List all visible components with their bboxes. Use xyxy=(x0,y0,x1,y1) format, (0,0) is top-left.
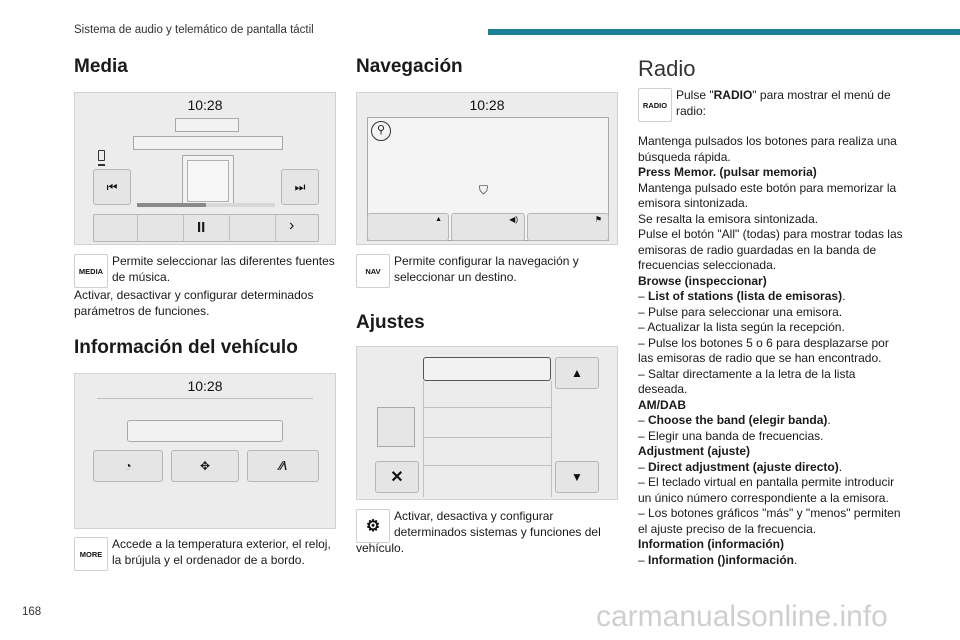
radio-line: – Los botones gráficos "más" y "menos" permiten el ajuste preciso de la frecuencia. xyxy=(638,506,901,536)
search-icon[interactable]: ⚲ xyxy=(371,121,391,141)
scroll-down-button[interactable] xyxy=(555,461,599,493)
nav-arrow-icon: ▲ xyxy=(435,216,442,223)
header-title: Sistema de audio y telemático de pantalla táctil xyxy=(74,24,314,36)
close-button[interactable] xyxy=(375,461,419,493)
radio-intro-post: " para mostrar el menú de radio: xyxy=(676,88,891,118)
settings-side-box xyxy=(377,407,415,447)
media-bottom-bar xyxy=(93,214,319,242)
media-device-icon xyxy=(98,150,105,161)
settings-selected-item[interactable] xyxy=(423,357,551,381)
arrow-up-icon: ▲ xyxy=(571,366,583,380)
media-clock: 10:28 xyxy=(187,97,223,113)
media-bar-divider-2 xyxy=(183,214,184,242)
radio-line: – Elegir una banda de frecuencias. xyxy=(638,428,824,443)
nav-desc-row xyxy=(356,254,618,288)
radio-intro-bold: RADIO xyxy=(713,88,753,102)
media-desc-rest: Activar, desactivar y configurar determinados parámetros de funciones. xyxy=(74,288,314,318)
radio-line: – Choose the band (elegir banda). xyxy=(638,413,831,427)
settings-list-line-2 xyxy=(423,437,551,438)
radio-line: – Pulse los botones 5 o 6 para desplazarse por las emisoras de radio que se han encontrado. xyxy=(638,335,889,365)
settings-list-line-3 xyxy=(423,465,551,466)
radio-line: Se resalta la emisora sintonizada. xyxy=(638,211,819,226)
vehicle-heading: Información del vehículo xyxy=(74,337,298,358)
clock-button[interactable] xyxy=(93,450,163,482)
nav-heading: Navegación xyxy=(356,56,463,77)
media-heading: Media xyxy=(74,56,128,77)
radio-line: – Information ()información. xyxy=(638,552,798,567)
vehicle-clock: 10:28 xyxy=(187,378,223,394)
radio-intro xyxy=(676,88,906,119)
settings-screen-illustration xyxy=(356,346,618,500)
close-icon: ✕ xyxy=(390,469,404,486)
nav-button-3[interactable] xyxy=(527,213,609,241)
vehicle-desc-row xyxy=(74,537,336,571)
media-desc-row xyxy=(74,254,336,288)
media-desc-first: Permite seleccionar las diferentes fuentes de música. xyxy=(112,254,335,284)
nav-desc: Permite configurar la navegación y seleccionar un destino. xyxy=(394,254,579,284)
radio-intro-pre: Pulse " xyxy=(676,88,714,102)
vehicle-info-box xyxy=(127,420,283,442)
nav-badge-icon: NAV xyxy=(356,254,390,288)
settings-desc-row xyxy=(356,509,618,543)
radio-line: – Saltar directamente a la letra de la lista deseada. xyxy=(638,366,856,396)
radio-line: – Actualizar la lista según la recepción. xyxy=(638,320,845,334)
settings-desc-first: Activar, desactiva y configurar determinados sistemas y funciones del xyxy=(394,509,601,539)
nav-button-2[interactable] xyxy=(451,213,525,241)
traffic-icon: ⚑ xyxy=(594,215,602,224)
column-right xyxy=(638,56,906,568)
radio-line: Adjustment (ajuste) xyxy=(638,444,751,458)
radio-body xyxy=(638,134,906,568)
gear-icon: ⚙ xyxy=(356,509,390,543)
vehicle-screen-illustration xyxy=(74,373,336,529)
radio-line: – Pulse para seleccionar una emisora. xyxy=(638,304,843,319)
media-device-base xyxy=(98,164,105,166)
scroll-up-button[interactable] xyxy=(555,357,599,389)
radio-line: – El teclado virtual en pantalla permite introducir un único número correspondiente a la emisora. xyxy=(638,475,895,505)
nav-screen-illustration xyxy=(356,92,618,245)
settings-desc-rest: vehículo. xyxy=(356,541,405,555)
radio-line: AM/DAB xyxy=(638,397,686,412)
media-bar-divider-3 xyxy=(229,214,230,242)
settings-list-line-1 xyxy=(423,407,551,408)
compass-button[interactable] xyxy=(171,450,239,482)
clock-icon: ◔ xyxy=(124,459,132,473)
radio-line: Mantenga pulsados los botones para realiza una búsqueda rápida. xyxy=(638,134,897,164)
radio-line: – List of stations (lista de emisoras). xyxy=(638,289,846,303)
header-accent-bar xyxy=(488,29,960,35)
next-icon: ⏭ xyxy=(294,179,306,194)
page-number: 168 xyxy=(22,606,42,618)
previous-track-button[interactable] xyxy=(93,169,131,205)
radio-badge-icon: RADIO xyxy=(638,88,672,122)
nav-clock: 10:28 xyxy=(469,97,505,113)
next-track-button[interactable] xyxy=(281,169,319,205)
column-middle xyxy=(356,56,618,557)
vehicle-desc: Accede a la temperatura exterior, el reloj, la brújula y el ordenador de a bordo. xyxy=(112,537,331,567)
media-source-label-box xyxy=(175,118,239,132)
media-badge-icon: MEDIA xyxy=(74,254,108,288)
more-badge-icon: MORE xyxy=(74,537,108,571)
media-bar-divider-4 xyxy=(275,214,276,242)
watermark-text: carmanualsonline.info xyxy=(596,600,888,633)
nav-button-1[interactable] xyxy=(367,213,449,241)
radio-line: – Direct adjustment (ajuste directo). xyxy=(638,459,843,474)
radio-line: Pulse el botón "All" (todas) para mostrar todas las emisoras de radio guardadas en la banda de frecuencias seleccionada. xyxy=(638,227,903,272)
radio-line: Press Memor. (pulsar memoria) xyxy=(638,165,817,179)
radio-line: Information (información) xyxy=(638,537,784,551)
column-left xyxy=(74,56,336,571)
media-title-box xyxy=(133,136,283,150)
media-cover-inner xyxy=(187,160,229,202)
media-bar-divider-1 xyxy=(137,214,138,242)
radio-heading: Radio xyxy=(638,56,696,81)
trip-computer-button[interactable] xyxy=(247,450,319,482)
volume-icon: ◀) xyxy=(509,215,518,224)
radio-intro-row xyxy=(638,88,906,122)
media-progress-fill xyxy=(137,203,206,207)
pause-icon[interactable]: II xyxy=(197,219,206,236)
previous-icon: ⏮ xyxy=(106,179,118,194)
vehicle-position-icon: ⛉ xyxy=(479,183,489,197)
compass-icon: ✥ xyxy=(199,459,211,473)
radio-line: Browse (inspeccionar) xyxy=(638,273,767,288)
media-progress-track[interactable] xyxy=(137,203,275,207)
trip-computer-icon: ⁄∕\ xyxy=(279,459,287,473)
media-screen-illustration xyxy=(74,92,336,245)
chevron-right-icon[interactable]: › xyxy=(289,217,295,234)
arrow-down-icon: ▼ xyxy=(571,470,583,484)
vehicle-top-line xyxy=(97,398,313,399)
radio-line: Mantenga pulsado este botón para memorizar la emisora sintonizada. xyxy=(638,180,897,210)
settings-list-left-edge xyxy=(423,381,424,497)
settings-list-right-edge xyxy=(551,381,552,497)
settings-heading: Ajustes xyxy=(356,312,425,333)
